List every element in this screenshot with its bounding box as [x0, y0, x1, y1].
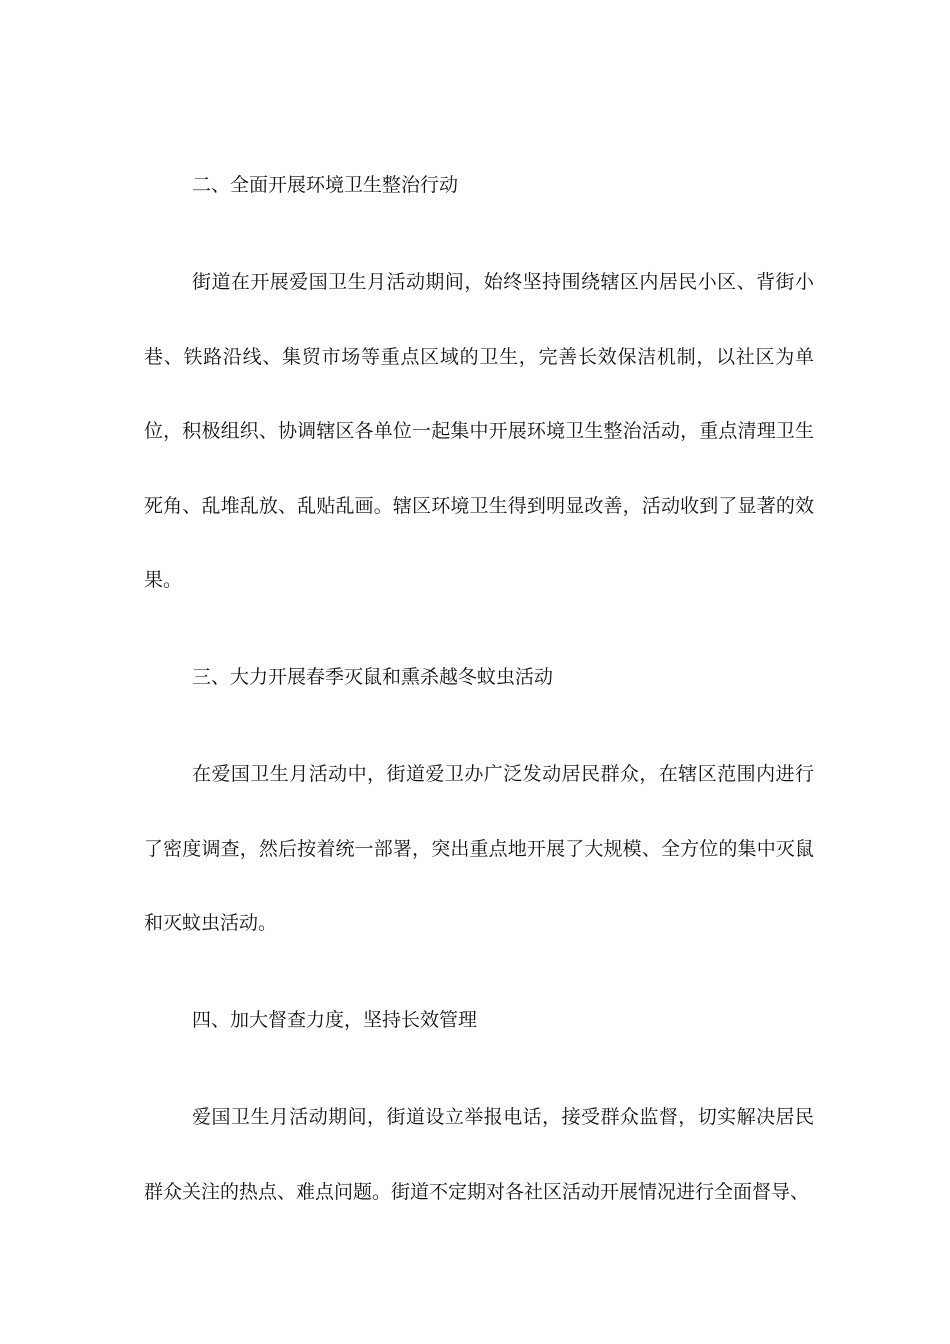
section-paragraph-3: 在爱国卫生月活动中，街道爱卫办广泛发动居民群众，在辖区范围内进行了密度调查，然后按着统一部署，突出重点地开展了大规模、全方位的集中灭鼠和灭蚊虫活动。 — [144, 763, 814, 934]
section-heading-2: 二、全面开展环境卫生整治行动 — [192, 174, 459, 196]
section-heading-4: 四、加大督查力度，坚持长效管理 — [192, 1009, 478, 1031]
section-paragraph-4: 爱国卫生月活动期间，街道设立举报电话，接受群众监督，切实解决居民群众关注的热点、难点问题。街道不定期对各社区活动开展情况进行全面督导、 — [144, 1106, 814, 1203]
section-paragraph-2: 街道在开展爱国卫生月活动期间，始终坚持围绕辖区内居民小区、背街小巷、铁路沿线、集贸市场等重点区域的卫生，完善长效保洁机制，以社区为单位，积极组织、协调辖区各单位一起集中开展环境卫生整治活动，重点清理卫生死角、乱堆乱放、乱贴乱画。辖区环境卫生得到明显改善，活动收到了显著的效果。 — [144, 271, 814, 591]
section-heading-3: 三、大力开展春季灭鼠和熏杀越冬蚊虫活动 — [192, 666, 554, 688]
